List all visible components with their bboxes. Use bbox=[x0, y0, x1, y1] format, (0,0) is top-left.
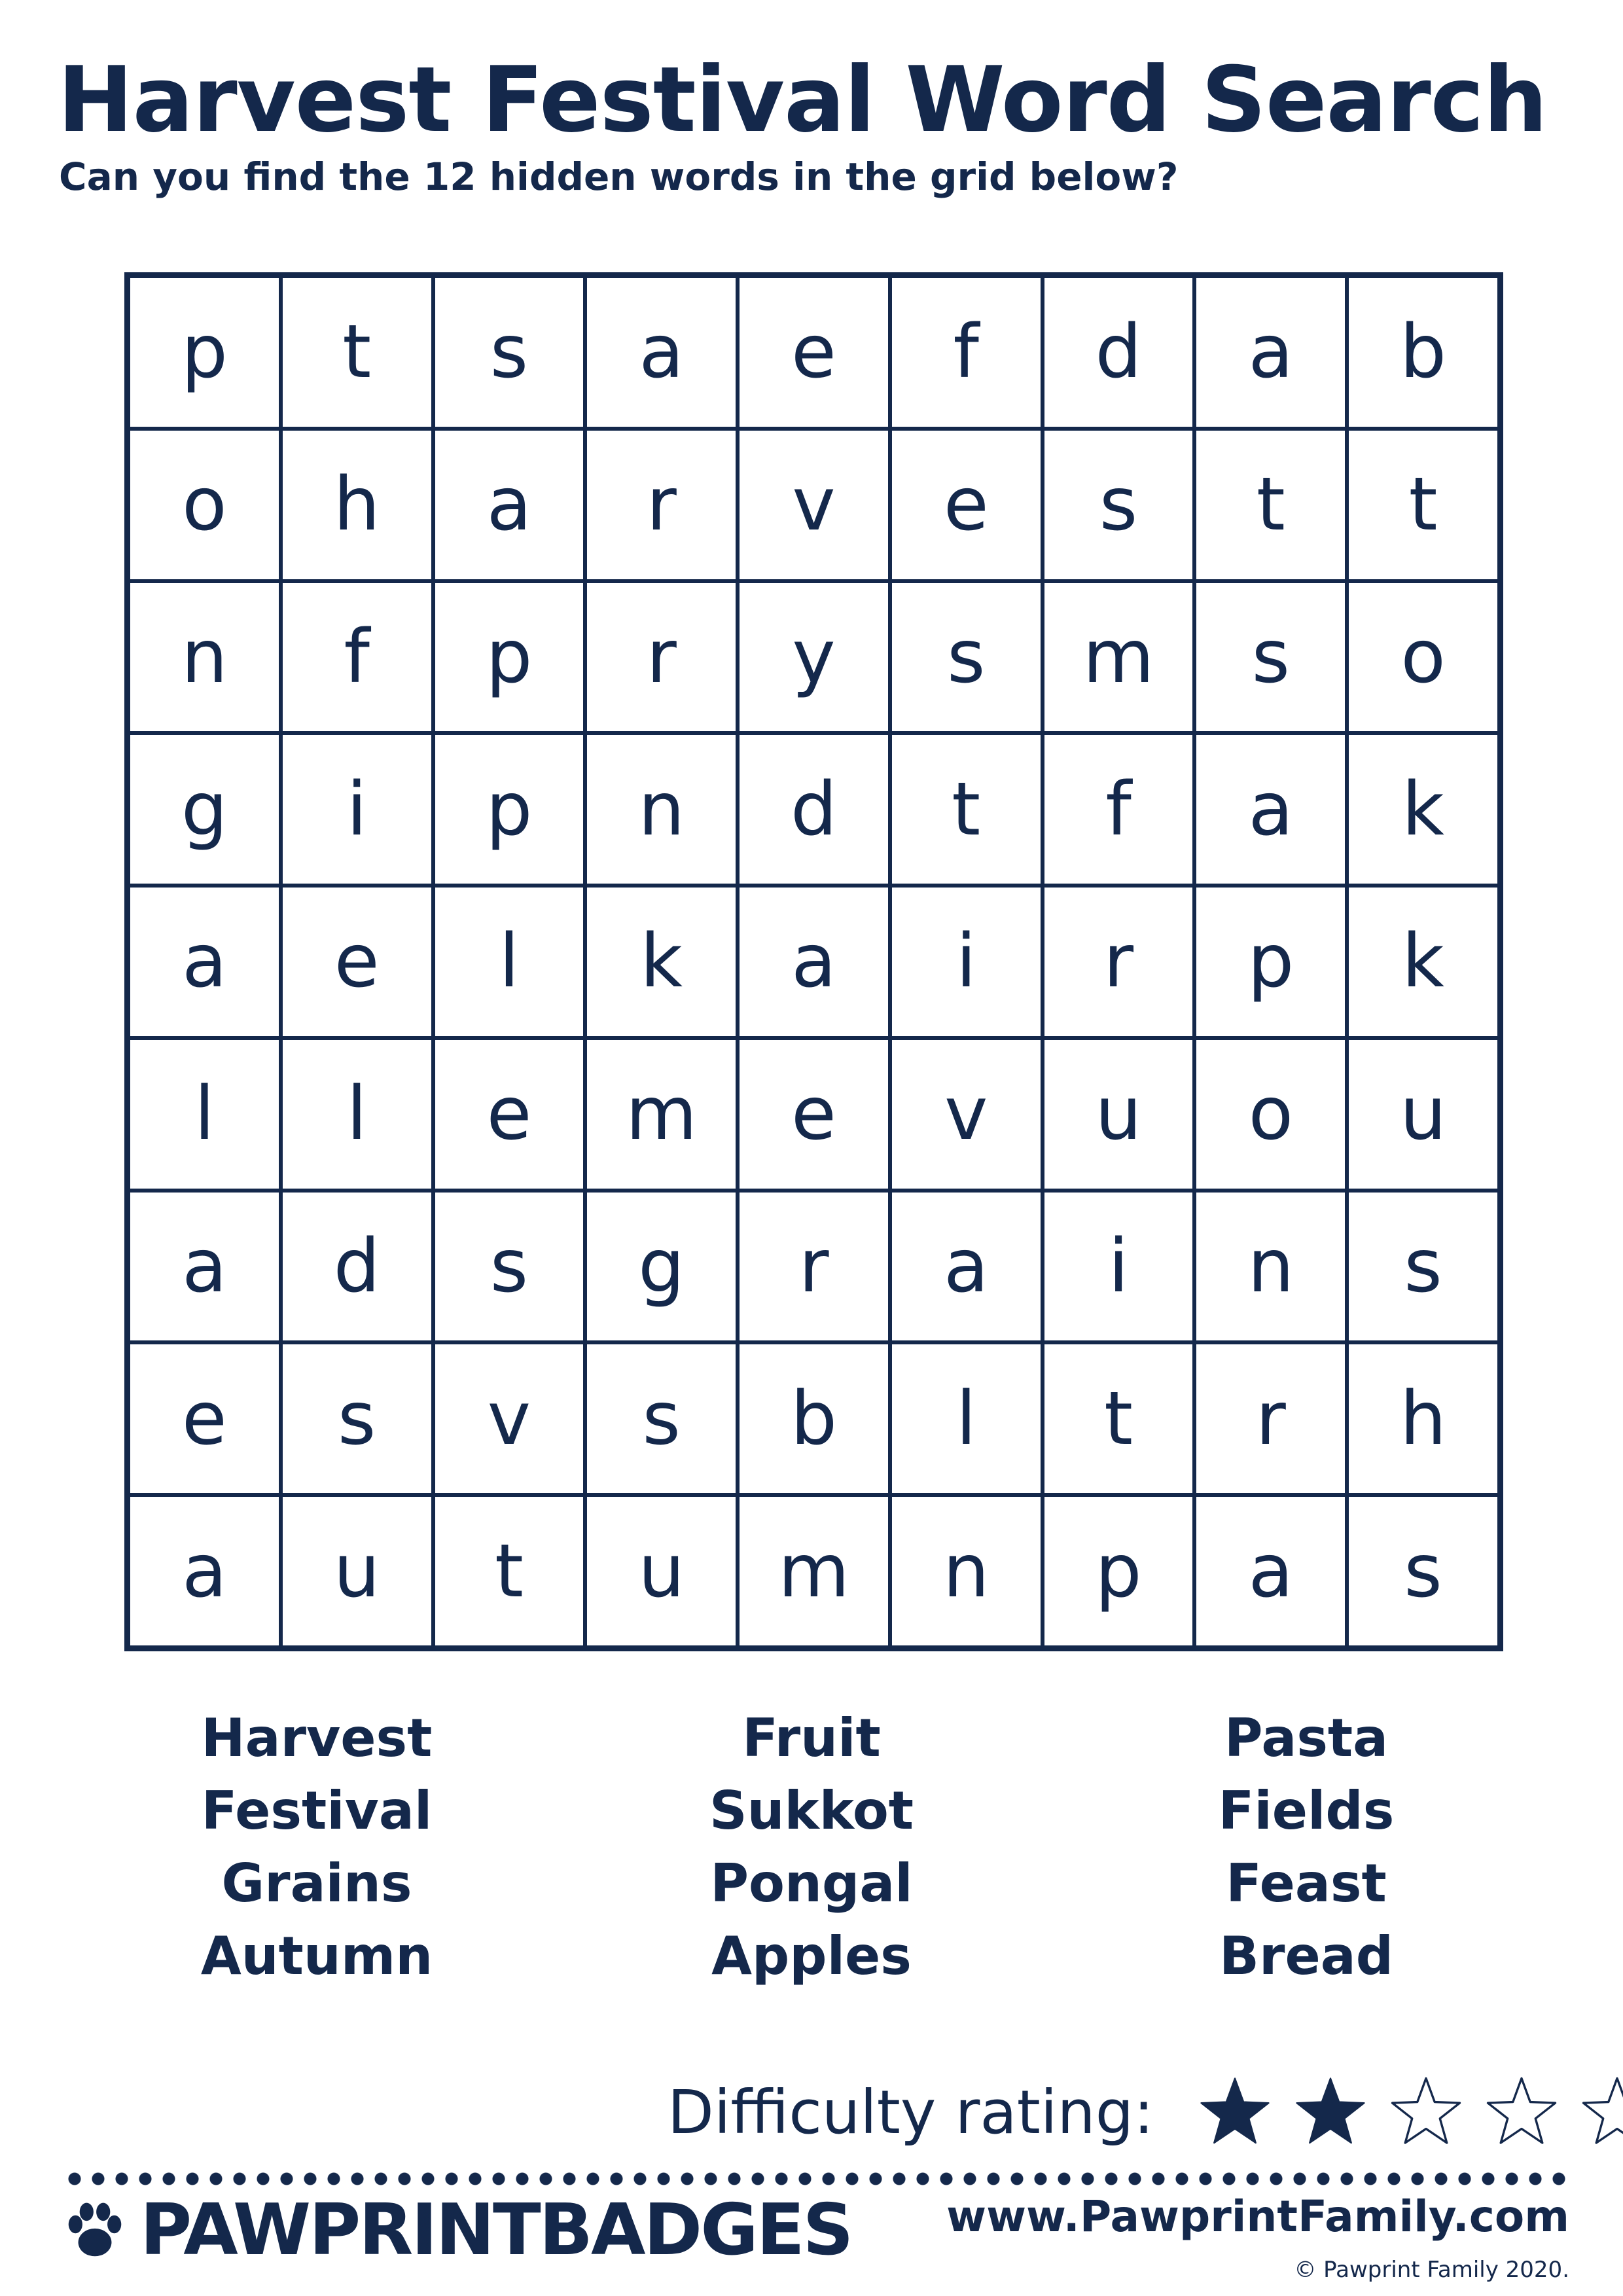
grid-cell[interactable]: k bbox=[1347, 733, 1499, 886]
grid-cell[interactable]: l bbox=[128, 1038, 281, 1191]
grid-cell[interactable]: o bbox=[1194, 1038, 1347, 1191]
grid-cell[interactable]: a bbox=[585, 276, 738, 429]
grid-cell[interactable]: r bbox=[1194, 1342, 1347, 1495]
grid-cell[interactable]: e bbox=[890, 429, 1043, 581]
filled-star-icon bbox=[1294, 2075, 1367, 2149]
grid-cell[interactable]: p bbox=[1194, 886, 1347, 1038]
difficulty-rating bbox=[668, 2070, 1623, 2155]
grid-cell[interactable]: u bbox=[1043, 1038, 1195, 1191]
brand-logo bbox=[60, 2187, 851, 2272]
difficulty-label: Difficulty rating: bbox=[668, 2077, 1154, 2147]
word-item: Fruit bbox=[742, 1708, 881, 1768]
grid-cell[interactable]: d bbox=[1043, 276, 1195, 429]
brand-name: PAWPRINTBADGES bbox=[140, 2189, 852, 2271]
word-item: Autumn bbox=[200, 1926, 433, 1986]
word-column-2 bbox=[615, 1702, 1008, 1992]
grid-cell[interactable]: a bbox=[1194, 1495, 1347, 1647]
copyright-notice: © Pawprint Family 2020. bbox=[1294, 2257, 1569, 2283]
word-item: Grains bbox=[221, 1853, 412, 1914]
grid-cell[interactable]: l bbox=[433, 886, 586, 1038]
grid-cell[interactable]: r bbox=[585, 581, 738, 734]
word-item: Pongal bbox=[710, 1853, 913, 1914]
grid-cell[interactable]: i bbox=[1043, 1191, 1195, 1343]
empty-star-icon bbox=[1580, 2075, 1623, 2149]
grid-cell[interactable]: s bbox=[433, 276, 586, 429]
grid-cell[interactable]: e bbox=[281, 886, 433, 1038]
grid-cell[interactable]: o bbox=[1347, 581, 1499, 734]
grid-cell[interactable]: i bbox=[281, 733, 433, 886]
grid-cell[interactable]: p bbox=[433, 733, 586, 886]
word-search-grid bbox=[124, 272, 1503, 1651]
word-column-3 bbox=[1110, 1702, 1503, 1992]
grid-cell[interactable]: p bbox=[433, 581, 586, 734]
grid-cell[interactable]: s bbox=[1194, 581, 1347, 734]
word-list bbox=[0, 1702, 1623, 2003]
grid-cell[interactable]: t bbox=[1194, 429, 1347, 581]
grid-cell[interactable]: b bbox=[738, 1342, 890, 1495]
grid-cell[interactable]: t bbox=[1043, 1342, 1195, 1495]
grid-cell[interactable]: l bbox=[281, 1038, 433, 1191]
difficulty-stars bbox=[1176, 2075, 1623, 2149]
grid-cell[interactable]: u bbox=[585, 1495, 738, 1647]
grid-cell[interactable]: a bbox=[128, 1495, 281, 1647]
grid-cell[interactable]: r bbox=[585, 429, 738, 581]
empty-star-icon bbox=[1485, 2075, 1558, 2149]
grid-cell[interactable]: f bbox=[281, 581, 433, 734]
grid-cell[interactable]: r bbox=[738, 1191, 890, 1343]
word-item: Harvest bbox=[201, 1708, 433, 1768]
grid-cell[interactable]: n bbox=[128, 581, 281, 734]
grid-cell[interactable]: t bbox=[281, 276, 433, 429]
page-subtitle: Can you find the 12 hidden words in the grid below? bbox=[59, 154, 1179, 199]
grid-cell[interactable]: n bbox=[1194, 1191, 1347, 1343]
website-link[interactable]: www.PawprintFamily.com bbox=[946, 2191, 1569, 2242]
grid-cell[interactable]: t bbox=[890, 733, 1043, 886]
grid-cell[interactable]: f bbox=[890, 276, 1043, 429]
grid-cell[interactable]: s bbox=[585, 1342, 738, 1495]
grid-cell[interactable]: a bbox=[433, 429, 586, 581]
grid-cell[interactable]: e bbox=[738, 1038, 890, 1191]
grid-cell[interactable]: a bbox=[128, 1191, 281, 1343]
paw-icon bbox=[60, 2195, 130, 2265]
filled-star-icon bbox=[1198, 2075, 1272, 2149]
grid-cell[interactable]: m bbox=[1043, 581, 1195, 734]
grid-cell[interactable]: k bbox=[1347, 886, 1499, 1038]
grid-cell[interactable]: v bbox=[890, 1038, 1043, 1191]
grid-cell[interactable]: b bbox=[1347, 276, 1499, 429]
grid-cell[interactable]: t bbox=[433, 1495, 586, 1647]
grid-cell[interactable]: s bbox=[1347, 1191, 1499, 1343]
word-item: Bread bbox=[1219, 1926, 1393, 1986]
grid-cell[interactable]: a bbox=[128, 886, 281, 1038]
dotted-divider bbox=[63, 2172, 1575, 2186]
grid-cell[interactable]: s bbox=[1043, 429, 1195, 581]
grid-cell[interactable]: o bbox=[128, 429, 281, 581]
word-item: Festival bbox=[201, 1780, 433, 1841]
grid-cell[interactable]: d bbox=[738, 733, 890, 886]
grid-cell[interactable]: v bbox=[738, 429, 890, 581]
grid-cell[interactable]: s bbox=[281, 1342, 433, 1495]
grid-cell[interactable]: l bbox=[890, 1342, 1043, 1495]
word-item: Pasta bbox=[1224, 1708, 1389, 1768]
page-title: Harvest Festival Word Search bbox=[58, 47, 1547, 152]
word-column-1 bbox=[120, 1702, 513, 1992]
grid-cell[interactable]: g bbox=[128, 733, 281, 886]
grid-cell[interactable]: e bbox=[738, 276, 890, 429]
grid-cell[interactable]: m bbox=[585, 1038, 738, 1191]
grid-cell[interactable]: m bbox=[738, 1495, 890, 1647]
word-item: Apples bbox=[711, 1926, 912, 1986]
grid-cell[interactable]: a bbox=[1194, 276, 1347, 429]
grid-cell[interactable]: a bbox=[738, 886, 890, 1038]
grid-cell[interactable]: y bbox=[738, 581, 890, 734]
grid-cell[interactable]: t bbox=[1347, 429, 1499, 581]
grid-cell[interactable]: h bbox=[1347, 1342, 1499, 1495]
grid-cell[interactable]: p bbox=[1043, 1495, 1195, 1647]
grid-cell[interactable]: v bbox=[433, 1342, 586, 1495]
word-item: Sukkot bbox=[709, 1780, 914, 1841]
empty-star-icon bbox=[1389, 2075, 1463, 2149]
grid-cell[interactable]: s bbox=[1347, 1495, 1499, 1647]
grid-cell[interactable]: k bbox=[585, 886, 738, 1038]
grid-cell[interactable]: r bbox=[1043, 886, 1195, 1038]
grid-cell[interactable]: i bbox=[890, 886, 1043, 1038]
grid-cell[interactable]: n bbox=[585, 733, 738, 886]
grid-cell[interactable]: f bbox=[1043, 733, 1195, 886]
word-item: Fields bbox=[1218, 1780, 1395, 1841]
grid-cell[interactable]: s bbox=[890, 581, 1043, 734]
grid-cell[interactable]: h bbox=[281, 429, 433, 581]
grid-cell[interactable]: u bbox=[1347, 1038, 1499, 1191]
grid-cell[interactable]: n bbox=[890, 1495, 1043, 1647]
word-item: Feast bbox=[1226, 1853, 1387, 1914]
grid-cell[interactable]: u bbox=[281, 1495, 433, 1647]
grid-cell[interactable]: p bbox=[128, 276, 281, 429]
grid-cell[interactable]: a bbox=[1194, 733, 1347, 886]
grid-cell[interactable]: e bbox=[433, 1038, 586, 1191]
grid-cell[interactable]: a bbox=[890, 1191, 1043, 1343]
grid-cell[interactable]: e bbox=[128, 1342, 281, 1495]
grid-cell[interactable]: g bbox=[585, 1191, 738, 1343]
grid-cell[interactable]: d bbox=[281, 1191, 433, 1343]
grid-cell[interactable]: s bbox=[433, 1191, 586, 1343]
